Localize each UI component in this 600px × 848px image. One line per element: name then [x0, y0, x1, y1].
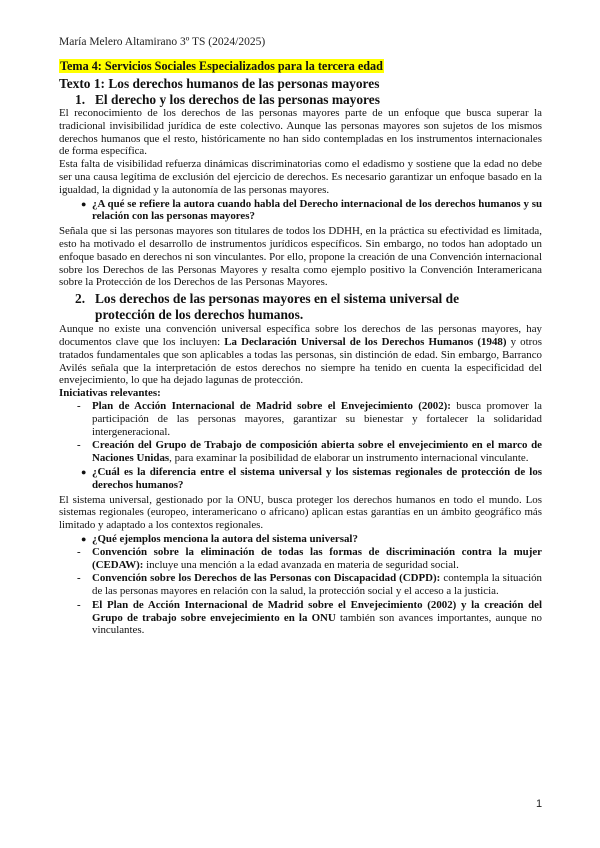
section-1-heading [59, 92, 542, 107]
section-2-paragraph-2: El sistema universal, gestionado por la ONU, busca proteger los derechos humanos en todo el mundo. Los sistemas regionales (europeo, interamericano o africano) aplican estas garantías en un ámbito geográfico más limitado y adaptado a los contextos regionales. [59, 493, 542, 532]
section-2-heading [59, 291, 542, 322]
list-item-text: , para examinar la posibilidad de elaborar un instrumento internacional vinculante. [169, 452, 529, 465]
author-header: María Melero Altamirano 3º TS (2024/2025) [59, 36, 266, 48]
bullet-icon: ● [81, 466, 87, 477]
section-2-p1-text-a: Aunque no existe una convención universal específica sobre los derechos de las personas mayores, hay documentos clave que los incluyen: [59, 323, 542, 348]
dash-bullet: - [77, 399, 81, 412]
text-title: Texto 1: Los derechos humanos de las personas mayores [59, 76, 380, 91]
dash-bullet: - [77, 545, 81, 558]
list-item-bold: Plan de Acción Internacional de Madrid sobre el Envejecimiento (2002): [92, 399, 451, 412]
list-item-bold: Convención sobre la eliminación de todas las formas de discriminación contra la mujer (CEDAW): [92, 545, 542, 571]
section-1-paragraph-3: Señala que si las personas mayores son titulares de todos los DDHH, en la práctica su efectividad es limitada, esto ha motivado el desarrollo de instrumentos jurídicos específicos. Sin embargo, no todos han adoptado un enfoque basado en derechos ni son vinculantes. Por ello, propone la creación de una Convención internacional sobre los Derechos de las Personas Mayores y resalta como ejemplo positivo la Convención Interamericana sobre la Protección de los Derechos de las Personas Mayores. [59, 225, 542, 289]
dash-bullet: - [77, 572, 81, 585]
list-item [59, 439, 542, 465]
list-item-text: incluye una mención a la edad avanzada en materia de seguridad social. [143, 558, 459, 571]
section-2-title-line1: Los derechos de las personas mayores en el sistema universal de [95, 291, 460, 307]
question-3-text: ¿Qué ejemplos menciona la autora del sistema universal? [92, 532, 358, 545]
list-item-text: contempla la situación de las personas mayores en relación con la salud, la protección social y el acceso a la justicia. [92, 572, 542, 598]
dash-bullet: - [77, 439, 81, 452]
section-1-title: El derecho y los derechos de las personas mayores [95, 92, 380, 107]
list-item [59, 400, 542, 438]
question-2 [59, 466, 542, 492]
examples-list [59, 546, 542, 638]
dash-bullet: - [77, 598, 81, 611]
list-item [59, 599, 542, 637]
section-2-p1-text-b: y otros tratados fundamentales que son aplicables a todas las personas, sin distinción de edad. Sin embargo, Barranco Avilés señala que la interpretación de estos derechos no siempre ha tenido en cuenta la especificidad del envejecimiento, lo que ha dejado lagunas de protección. [59, 335, 542, 387]
list-item-text: busca promover la participación de las personas mayores, garantizar su bienestar y fortalecer la solidaridad intergeneracional. [92, 399, 542, 438]
initiatives-list [59, 400, 542, 465]
section-1-paragraph-2: Esta falta de visibilidad refuerza dinámicas discriminatorias como el edadismo y sostiene que la edad no debe ser una causa legítima de exclusión del ejercicio de derechos. Es necesario garantizar un enfoque basado en la igualdad, la dignidad y la autonomía de las personas mayores. [59, 158, 542, 196]
question-2-text: ¿Cuál es la diferencia entre el sistema universal y los sistemas regionales de protección de los derechos humanos? [92, 465, 542, 491]
list-item-bold: El Plan de Acción Internacional de Madrid sobre el Envejecimiento (2002) y la creación del Grupo de trabajo sobre envejecimiento en la ONU [92, 598, 542, 624]
bullet-icon: ● [81, 198, 87, 209]
document-body [59, 57, 542, 638]
section-2-paragraph-1 [59, 323, 542, 387]
section-2-number: 2. [75, 291, 86, 307]
section-1-paragraph-1: El reconocimiento de los derechos de las personas mayores parte de un enfoque que busca superar la tradicional invisibilidad jurídica de este colectivo. Aunque las personas mayores son sujetos de los mismos derechos humanos que el resto, históricamente no han sido contempladas en los instrumentos internacionales de forma específica. [59, 107, 542, 158]
list-item-text: también son avances importantes, aunque no vinculantes. [92, 611, 542, 637]
question-1 [59, 198, 542, 224]
question-3 [59, 533, 542, 546]
udhr-reference: La Declaración Universal de los Derechos Humanos (1948) [224, 335, 507, 348]
topic-title: Tema 4: Servicios Sociales Especializados para la tercera edad [60, 59, 383, 73]
page-number: 1 [536, 798, 543, 810]
list-item-bold: Creación del Grupo de Trabajo de composición abierta sobre el envejecimiento en el marco de Naciones Unidas [92, 439, 542, 465]
section-2-title-line2: protección de los derechos humanos. [95, 306, 304, 322]
list-item [59, 546, 542, 572]
bullet-icon: ● [81, 533, 87, 544]
list-item [59, 572, 542, 598]
section-1-number: 1. [75, 92, 86, 107]
initiatives-label: Iniciativas relevantes: [59, 387, 161, 400]
question-1-text: ¿A qué se refiere la autora cuando habla del Derecho internacional de los derechos humanos y su relación con las personas mayores? [92, 197, 542, 223]
list-item-bold: Convención sobre los Derechos de las Personas con Discapacidad (CDPD): [92, 572, 441, 585]
